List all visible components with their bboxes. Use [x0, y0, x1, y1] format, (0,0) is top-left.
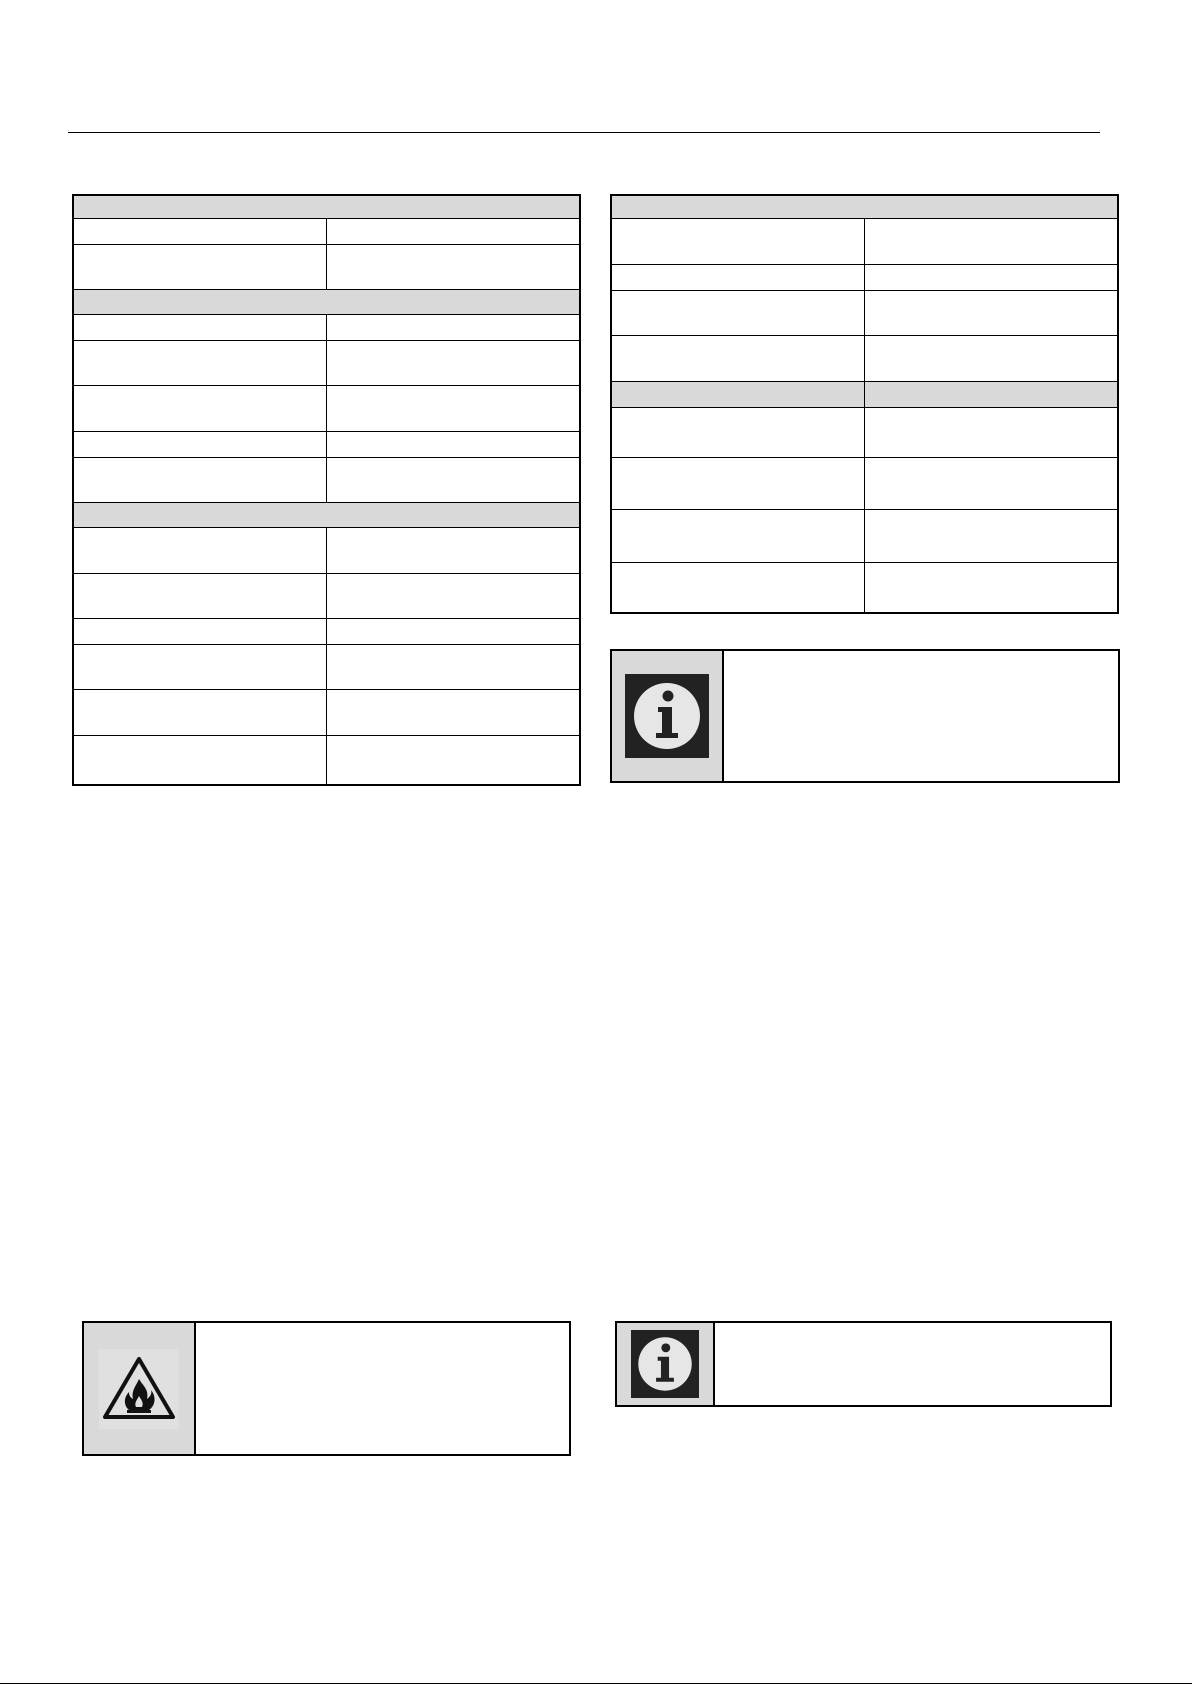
notice-icon-cell [84, 1323, 196, 1454]
row-value [865, 407, 1119, 457]
row-value [327, 340, 581, 385]
table-row [73, 244, 580, 289]
section-header-row [611, 195, 1118, 218]
table-row [73, 314, 580, 340]
row-value [865, 264, 1119, 290]
table-row [73, 618, 580, 644]
row-label [73, 689, 327, 735]
table-row [73, 689, 580, 735]
section-header-row [73, 289, 580, 314]
row-value [865, 218, 1119, 264]
row-value [327, 618, 581, 644]
section-header [73, 502, 580, 527]
row-label [73, 314, 327, 340]
row-label [611, 562, 865, 613]
row-value [865, 509, 1119, 562]
row-value [327, 689, 581, 735]
row-label [611, 509, 865, 562]
table-row [73, 218, 580, 244]
row-label [73, 644, 327, 689]
row-label [611, 264, 865, 290]
row-label [73, 340, 327, 385]
table-row [73, 735, 580, 785]
table-row [611, 335, 1118, 381]
notice-text [715, 1323, 1110, 1405]
info-notice-box [610, 649, 1120, 783]
row-label [73, 431, 327, 457]
row-value [865, 562, 1119, 613]
row-label [611, 335, 865, 381]
section-header [611, 195, 1118, 218]
row-label [611, 290, 865, 335]
row-label [73, 618, 327, 644]
table-row [73, 527, 580, 573]
section-header-row [73, 195, 580, 218]
notice-icon-cell [612, 651, 724, 781]
info-icon [625, 674, 709, 758]
row-value [327, 218, 581, 244]
row-value [327, 644, 581, 689]
section-header [73, 289, 580, 314]
notice-icon-cell [617, 1323, 715, 1405]
row-value [327, 573, 581, 618]
info-notice-box [615, 1321, 1112, 1407]
section-header-value [865, 381, 1119, 407]
row-value [865, 290, 1119, 335]
section-header-row [611, 381, 1118, 407]
info-icon [631, 1330, 699, 1398]
row-label [611, 457, 865, 509]
row-value [327, 457, 581, 502]
row-value [327, 314, 581, 340]
spec-table-right [610, 194, 1119, 614]
table-row [611, 264, 1118, 290]
row-label [611, 218, 865, 264]
spec-table-left [72, 194, 581, 786]
row-label [73, 244, 327, 289]
table-row [73, 573, 580, 618]
table-row [611, 218, 1118, 264]
row-value [327, 385, 581, 431]
table-row [73, 385, 580, 431]
header-rule [68, 132, 1100, 133]
row-label [73, 527, 327, 573]
row-label [73, 573, 327, 618]
fire-warning-notice-box [82, 1321, 571, 1456]
row-label [73, 457, 327, 502]
row-value [327, 735, 581, 785]
section-header-label [611, 381, 865, 407]
table-row [611, 407, 1118, 457]
row-label [73, 218, 327, 244]
row-value [327, 244, 581, 289]
row-value [865, 335, 1119, 381]
row-label [611, 407, 865, 457]
section-header [73, 195, 580, 218]
row-value [865, 457, 1119, 509]
notice-text [724, 651, 1118, 781]
table-row [611, 509, 1118, 562]
row-label [73, 385, 327, 431]
table-row [611, 290, 1118, 335]
table-row [73, 457, 580, 502]
table-row [73, 431, 580, 457]
row-value [327, 527, 581, 573]
section-header-row [73, 502, 580, 527]
table-row [73, 340, 580, 385]
flammable-warning-icon [99, 1349, 179, 1429]
table-row [611, 457, 1118, 509]
row-label [73, 735, 327, 785]
footer-rule [0, 1683, 1192, 1684]
table-row [73, 644, 580, 689]
notice-text [196, 1323, 569, 1454]
row-value [327, 431, 581, 457]
table-row [611, 562, 1118, 613]
